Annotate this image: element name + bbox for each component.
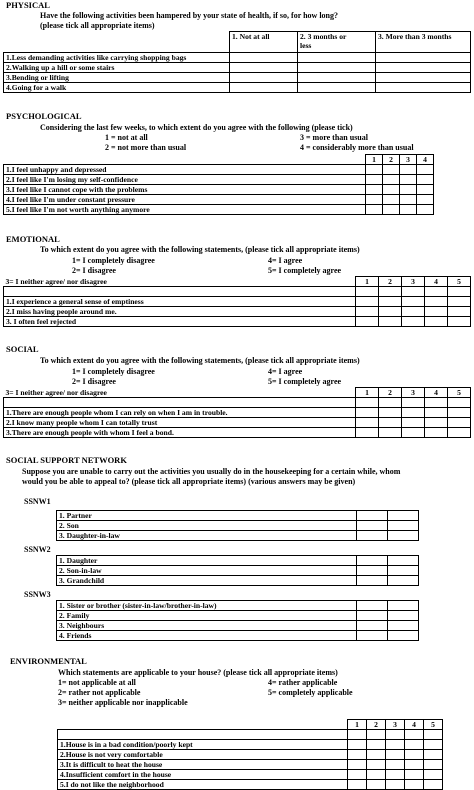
answer-cell[interactable]: [388, 631, 419, 641]
answer-cell[interactable]: [405, 740, 424, 750]
answer-cell[interactable]: [400, 205, 417, 215]
physical-col-more-than-3-months: 3. More than 3 months: [376, 32, 471, 53]
physical-col-3-months: 2. 3 months or less: [298, 32, 376, 53]
list-item: 2. Son: [57, 521, 357, 531]
scale-2: 2 = not more than usual: [105, 143, 187, 152]
scale-1: 1= I completely disagree: [72, 367, 155, 376]
scale-2: 2= I disagree: [72, 266, 116, 275]
scale-5: 5= I completely agree: [268, 377, 342, 386]
answer-cell[interactable]: [402, 317, 425, 327]
answer-cell[interactable]: [424, 750, 443, 760]
answer-cell[interactable]: [357, 611, 388, 621]
ssnw3-table: [56, 600, 419, 641]
answer-cell[interactable]: [366, 195, 383, 205]
answer-cell[interactable]: [388, 521, 419, 531]
answer-cell[interactable]: [400, 165, 417, 175]
table-row-label: 1.I experience a general sense of emptiness: [4, 297, 356, 307]
answer-cell[interactable]: [348, 750, 367, 760]
scale-5: 5= completely applicable: [268, 688, 353, 697]
answer-cell[interactable]: [383, 195, 400, 205]
table-row-label: 1.Less demanding activities like carrying shopping bags: [4, 53, 230, 63]
answer-cell[interactable]: [367, 780, 386, 790]
answer-cell[interactable]: [383, 185, 400, 195]
answer-cell[interactable]: [424, 770, 443, 780]
ssn-title: SOCIAL SUPPORT NETWORK: [6, 455, 127, 465]
ssnw1-table: [56, 510, 419, 541]
answer-cell[interactable]: [356, 317, 379, 327]
answer-cell[interactable]: [388, 511, 419, 521]
social-title: SOCIAL: [6, 344, 39, 354]
col-header: 2: [367, 720, 386, 730]
list-item: 3. Grandchild: [57, 576, 357, 586]
answer-cell[interactable]: [379, 408, 402, 418]
answer-cell[interactable]: [425, 317, 448, 327]
answer-cell[interactable]: [367, 750, 386, 760]
answer-cell[interactable]: [448, 307, 471, 317]
answer-cell[interactable]: [376, 73, 471, 83]
answer-cell[interactable]: [424, 780, 443, 790]
list-item: 2. Son-in-law: [57, 566, 357, 576]
list-item: 1. Sister or brother (sister-in-law/brother-in-law): [57, 601, 357, 611]
answer-cell[interactable]: [230, 73, 298, 83]
col-header: 5: [448, 388, 471, 398]
answer-cell[interactable]: [400, 175, 417, 185]
physical-title: PHYSICAL: [6, 0, 50, 10]
col-header: 2: [383, 155, 400, 165]
scale-1: 1 = not at all: [105, 133, 148, 142]
table-row-label: 2.Walking up a hill or some stairs: [4, 63, 230, 73]
answer-cell[interactable]: [388, 621, 419, 631]
answer-cell[interactable]: [356, 418, 379, 428]
answer-cell[interactable]: [386, 750, 405, 760]
answer-cell[interactable]: [448, 317, 471, 327]
answer-cell[interactable]: [348, 770, 367, 780]
ssnw2-label: SSNW2: [24, 545, 51, 554]
answer-cell[interactable]: [367, 760, 386, 770]
answer-cell[interactable]: [376, 83, 471, 93]
table-row-label: 5.I feel like I'm not worth anything anymore: [4, 205, 366, 215]
col-header: 1: [356, 388, 379, 398]
answer-cell[interactable]: [357, 576, 388, 586]
table-row-label: 1.House is in a bad condition/poorly kept: [58, 740, 348, 750]
answer-cell[interactable]: [405, 760, 424, 770]
list-item: 1. Daughter: [57, 556, 357, 566]
answer-cell[interactable]: [400, 185, 417, 195]
answer-cell[interactable]: [376, 63, 471, 73]
emotional-title: EMOTIONAL: [6, 234, 60, 244]
answer-cell[interactable]: [388, 566, 419, 576]
answer-cell[interactable]: [424, 760, 443, 770]
answer-cell[interactable]: [356, 408, 379, 418]
answer-cell[interactable]: [388, 576, 419, 586]
psychological-table: [3, 154, 434, 215]
answer-cell[interactable]: [357, 556, 388, 566]
answer-cell[interactable]: [379, 317, 402, 327]
answer-cell[interactable]: [417, 175, 434, 185]
answer-cell[interactable]: [386, 760, 405, 770]
list-item: 3. Neighbours: [57, 621, 357, 631]
social-question: To which extent do you agree with the following statements, (please tick all appropriate items): [40, 356, 360, 365]
scale-5: 5= I completely agree: [268, 266, 342, 275]
col-header: 1: [356, 277, 379, 287]
answer-cell[interactable]: [298, 83, 376, 93]
environmental-title: ENVIRONMENTAL: [10, 656, 87, 666]
col-header: 3: [402, 388, 425, 398]
list-item: 1. Partner: [57, 511, 357, 521]
table-row-label: 3.There are enough people with whom I feel a bond.: [4, 428, 356, 438]
scale-2: 2= I disagree: [72, 377, 116, 386]
answer-cell[interactable]: [379, 297, 402, 307]
physical-instruction: (please tick all appropriate items): [40, 21, 155, 30]
ssnw3-label: SSNW3: [24, 590, 51, 599]
list-item: 4. Friends: [57, 631, 357, 641]
answer-cell[interactable]: [388, 611, 419, 621]
scale-3: 3 = more than usual: [300, 133, 368, 142]
table-row-label: 2.I know many people whom I can totally trust: [4, 418, 356, 428]
psychological-question: Considering the last few weeks, to which extent do you agree with the following (please tick): [40, 123, 353, 132]
answer-cell[interactable]: [383, 205, 400, 215]
scale-1: 1= I completely disagree: [72, 256, 155, 265]
table-row-label: 2.I feel like I'm losing my self-confidence: [4, 175, 366, 185]
table-row-label: 1.I feel unhappy and depressed: [4, 165, 366, 175]
answer-cell[interactable]: [448, 428, 471, 438]
answer-cell[interactable]: [367, 770, 386, 780]
table-row-label: 2.I miss having people around me.: [4, 307, 356, 317]
scale-4: 4 = considerably more than usual: [300, 143, 414, 152]
answer-cell[interactable]: [425, 428, 448, 438]
answer-cell[interactable]: [298, 53, 376, 63]
emotional-table: [3, 276, 471, 327]
col-header: 4: [417, 155, 434, 165]
answer-cell[interactable]: [402, 418, 425, 428]
answer-cell[interactable]: [230, 83, 298, 93]
col-header: 5: [424, 720, 443, 730]
answer-cell[interactable]: [366, 165, 383, 175]
answer-cell[interactable]: [386, 780, 405, 790]
col-header: 5: [448, 277, 471, 287]
answer-cell[interactable]: [425, 408, 448, 418]
answer-cell[interactable]: [348, 760, 367, 770]
scale-3: 3= neither applicable nor inapplicable: [58, 698, 188, 707]
col-header: 2: [379, 277, 402, 287]
answer-cell[interactable]: [367, 740, 386, 750]
answer-cell[interactable]: [417, 195, 434, 205]
col-header: 4: [405, 720, 424, 730]
answer-cell[interactable]: [402, 297, 425, 307]
answer-cell[interactable]: [388, 556, 419, 566]
answer-cell[interactable]: [405, 770, 424, 780]
answer-cell[interactable]: [298, 63, 376, 73]
table-row-label: 4.I feel like I'm under constant pressure: [4, 195, 366, 205]
col-header: 3: [402, 277, 425, 287]
table-row-label: 3.I feel like I cannot cope with the problems: [4, 185, 366, 195]
social-table: [3, 387, 471, 438]
answer-cell[interactable]: [402, 307, 425, 317]
col-header: 4: [425, 277, 448, 287]
answer-cell[interactable]: [357, 601, 388, 611]
answer-cell[interactable]: [379, 428, 402, 438]
answer-cell[interactable]: [366, 175, 383, 185]
answer-cell[interactable]: [230, 63, 298, 73]
answer-cell[interactable]: [357, 566, 388, 576]
answer-cell[interactable]: [383, 165, 400, 175]
col-header: 1: [348, 720, 367, 730]
emotional-question: To which extent do you agree with the following statements, (please tick all appropriate items): [40, 245, 360, 254]
scale-2: 2= rather not applicable: [58, 688, 141, 697]
answer-cell[interactable]: [424, 740, 443, 750]
answer-cell[interactable]: [366, 185, 383, 195]
table-row-label: 4.Insufficient comfort in the house: [58, 770, 348, 780]
answer-cell[interactable]: [356, 428, 379, 438]
table-row-label: 1.There are enough people whom I can rely on when I am in trouble.: [4, 408, 356, 418]
answer-cell[interactable]: [388, 531, 419, 541]
list-item: 2. Family: [57, 611, 357, 621]
answer-cell[interactable]: [388, 601, 419, 611]
scale-4: 4= I agree: [268, 256, 303, 265]
answer-cell[interactable]: [357, 621, 388, 631]
answer-cell[interactable]: [402, 428, 425, 438]
ssnw2-table: [56, 555, 419, 586]
answer-cell[interactable]: [425, 418, 448, 428]
answer-cell[interactable]: [386, 740, 405, 750]
scale-4: 4= rather applicable: [268, 678, 338, 687]
table-row-label: 2.House is not very comfortable: [58, 750, 348, 760]
environmental-table: [57, 719, 443, 790]
psychological-title: PSYCHOLOGICAL: [6, 111, 82, 121]
ssn-question-line1: Suppose you are unable to carry out the activities you usually do in the housekeeping for a certain while, whom: [22, 467, 401, 476]
answer-cell[interactable]: [417, 205, 434, 215]
answer-cell[interactable]: [366, 205, 383, 215]
answer-cell[interactable]: [386, 770, 405, 780]
answer-cell[interactable]: [448, 418, 471, 428]
scale-1: 1= not applicable at all: [58, 678, 136, 687]
answer-cell[interactable]: [348, 780, 367, 790]
answer-cell[interactable]: [357, 521, 388, 531]
ssn-question-line2: would you be able to appeal to? (please tick all appropriate items) (various answers may be given): [22, 477, 356, 486]
col-header: 4: [425, 388, 448, 398]
answer-cell[interactable]: [383, 175, 400, 185]
ssnw1-label: SSNW1: [24, 497, 51, 506]
answer-cell[interactable]: [376, 53, 471, 63]
answer-cell[interactable]: [417, 165, 434, 175]
col-header: 3: [386, 720, 405, 730]
table-row-label: 3.Bending or lifting: [4, 73, 230, 83]
answer-cell[interactable]: [448, 297, 471, 307]
scale-3: 3= I neither agree/ nor disagree: [5, 387, 107, 397]
answer-cell[interactable]: [405, 750, 424, 760]
answer-cell[interactable]: [425, 307, 448, 317]
answer-cell[interactable]: [402, 408, 425, 418]
answer-cell[interactable]: [379, 307, 402, 317]
table-row-label: 4.Going for a walk: [4, 83, 230, 93]
col-header: 2: [379, 388, 402, 398]
col-header: 1: [366, 155, 383, 165]
answer-cell[interactable]: [357, 511, 388, 521]
physical-col-not-at-all: 1. Not at all: [230, 32, 298, 53]
scale-3: 3= I neither agree/ nor disagree: [5, 276, 107, 286]
physical-table: [3, 31, 471, 93]
table-row-label: 5.I do not like the neighborhood: [58, 780, 348, 790]
answer-cell[interactable]: [379, 418, 402, 428]
answer-cell[interactable]: [400, 195, 417, 205]
list-item: 3. Daughter-in-law: [57, 531, 357, 541]
answer-cell[interactable]: [348, 740, 367, 750]
physical-question: Have the following activities been hampered by your state of health, if so, for how long?: [40, 11, 338, 20]
answer-cell[interactable]: [357, 631, 388, 641]
answer-cell[interactable]: [357, 531, 388, 541]
answer-cell[interactable]: [405, 780, 424, 790]
answer-cell[interactable]: [230, 53, 298, 63]
table-row-label: 3. I often feel rejected: [4, 317, 356, 327]
answer-cell[interactable]: [356, 297, 379, 307]
scale-4: 4= I agree: [268, 367, 303, 376]
answer-cell[interactable]: [425, 297, 448, 307]
answer-cell[interactable]: [298, 73, 376, 83]
table-row-label: 3.It is difficult to heat the house: [58, 760, 348, 770]
answer-cell[interactable]: [448, 408, 471, 418]
environmental-question: Which statements are applicable to your house? (please tick all appropriate items): [58, 668, 338, 677]
answer-cell[interactable]: [356, 307, 379, 317]
col-header: 3: [400, 155, 417, 165]
answer-cell[interactable]: [417, 185, 434, 195]
